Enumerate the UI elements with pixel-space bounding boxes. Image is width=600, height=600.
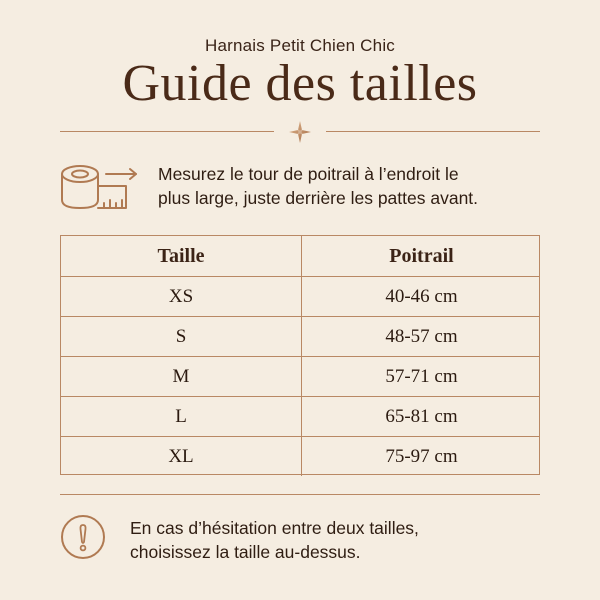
measure-text bbox=[158, 162, 548, 210]
tip-text-line-1: En cas d’hésitation entre deux tailles, bbox=[130, 518, 419, 538]
size-cell: XS bbox=[168, 285, 194, 307]
table-row bbox=[61, 276, 539, 316]
page-title: Guide des tailles bbox=[122, 55, 478, 112]
size-cell: L bbox=[175, 405, 187, 427]
sizing-tip bbox=[60, 514, 540, 566]
tip-text-line-2: choisissez la taille au-dessus. bbox=[130, 542, 361, 562]
table-row bbox=[61, 356, 539, 396]
divider-line-left bbox=[60, 131, 274, 132]
brand-subtitle: Harnais Petit Chien Chic bbox=[205, 36, 395, 55]
size-table bbox=[60, 235, 540, 475]
table-row bbox=[61, 396, 539, 436]
exclamation-icon bbox=[60, 514, 106, 560]
size-cell: M bbox=[172, 365, 190, 387]
bottom-divider bbox=[60, 494, 540, 495]
size-cell: XL bbox=[168, 445, 194, 467]
measure-text-line-1: Mesurez le tour de poitrail à l’endroit le bbox=[158, 164, 459, 184]
measure-text-line-2: plus large, juste derrière les pattes avant. bbox=[158, 188, 479, 208]
chest-cell: 57-71 cm bbox=[301, 357, 541, 396]
measuring-tape-icon bbox=[60, 160, 140, 218]
chest-cell: 48-57 cm bbox=[301, 317, 541, 356]
chest-cell: 75-97 cm bbox=[301, 437, 541, 476]
star-icon bbox=[288, 120, 312, 144]
table-row bbox=[61, 436, 539, 476]
chest-cell: 65-81 cm bbox=[301, 397, 541, 436]
column-header-chest: Poitrail bbox=[301, 236, 541, 276]
divider-line-right bbox=[326, 131, 540, 132]
chest-cell: 40-46 cm bbox=[301, 277, 541, 316]
tip-text bbox=[130, 516, 550, 564]
table-row bbox=[61, 316, 539, 356]
ornamental-divider bbox=[60, 120, 540, 144]
size-cell: S bbox=[175, 325, 187, 347]
measure-instruction bbox=[60, 158, 540, 218]
column-header-size: Taille bbox=[157, 244, 205, 267]
table-header-row bbox=[61, 236, 539, 276]
